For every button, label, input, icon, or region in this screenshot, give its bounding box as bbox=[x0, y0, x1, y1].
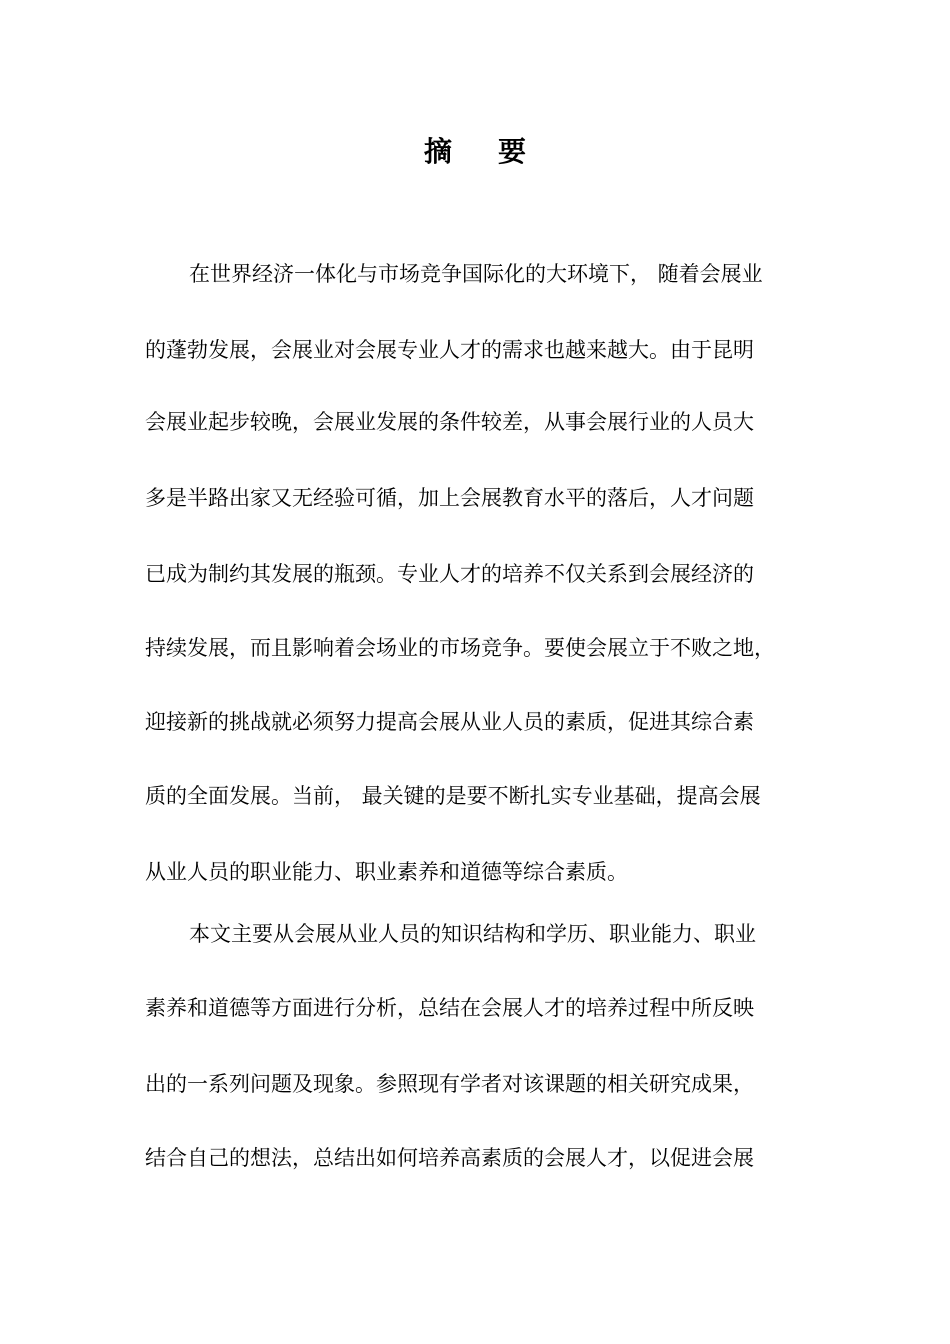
paragraph-1-line-7: 迎接新的挑战就必须努力提高会展从业人员的素质，促进其综合素 bbox=[145, 710, 754, 734]
paragraph-1-line-4: 多是半路出家又无经验可循，加上会展教育水平的落后，人才问题 bbox=[145, 486, 754, 510]
paragraph-1-line-5: 已成为制约其发展的瓶颈。专业人才的培养不仅关系到会展经济的 bbox=[145, 562, 754, 586]
paragraph-1-line-1: 在世界经济一体化与市场竞争国际化的大环境下， 随着会展业 bbox=[189, 262, 763, 286]
page-title bbox=[0, 128, 950, 172]
paragraph-1-line-6: 持续发展，而且影响着会场业的市场竞争。要使会展立于不败之地， bbox=[145, 636, 775, 660]
paragraph-2-line-3: 出的一系列问题及现象。参照现有学者对该课题的相关研究成果， bbox=[145, 1072, 754, 1096]
paragraph-1-line-3: 会展业起步较晚，会展业发展的条件较差，从事会展行业的人员大 bbox=[145, 410, 754, 434]
paragraph-2-line-2: 素养和道德等方面进行分析，总结在会展人才的培养过程中所反映 bbox=[145, 996, 754, 1020]
paragraph-2-line-1: 本文主要从会展从业人员的知识结构和学历、职业能力、职业 bbox=[189, 922, 756, 946]
paragraph-1-line-2: 的蓬勃发展，会展业对会展专业人才的需求也越来越大。由于昆明 bbox=[145, 338, 754, 362]
title-char-1: 摘 bbox=[423, 135, 452, 168]
paragraph-2-line-4: 结合自己的想法，总结出如何培养高素质的会展人才，以促进会展 bbox=[145, 1146, 754, 1170]
paragraph-1-line-9: 从业人员的职业能力、职业素养和道德等综合素质。 bbox=[145, 860, 628, 884]
title-char-2: 要 bbox=[498, 135, 527, 168]
paragraph-1-line-8: 质的全面发展。当前， 最关键的是要不断扎实专业基础，提高会展 bbox=[145, 784, 761, 808]
